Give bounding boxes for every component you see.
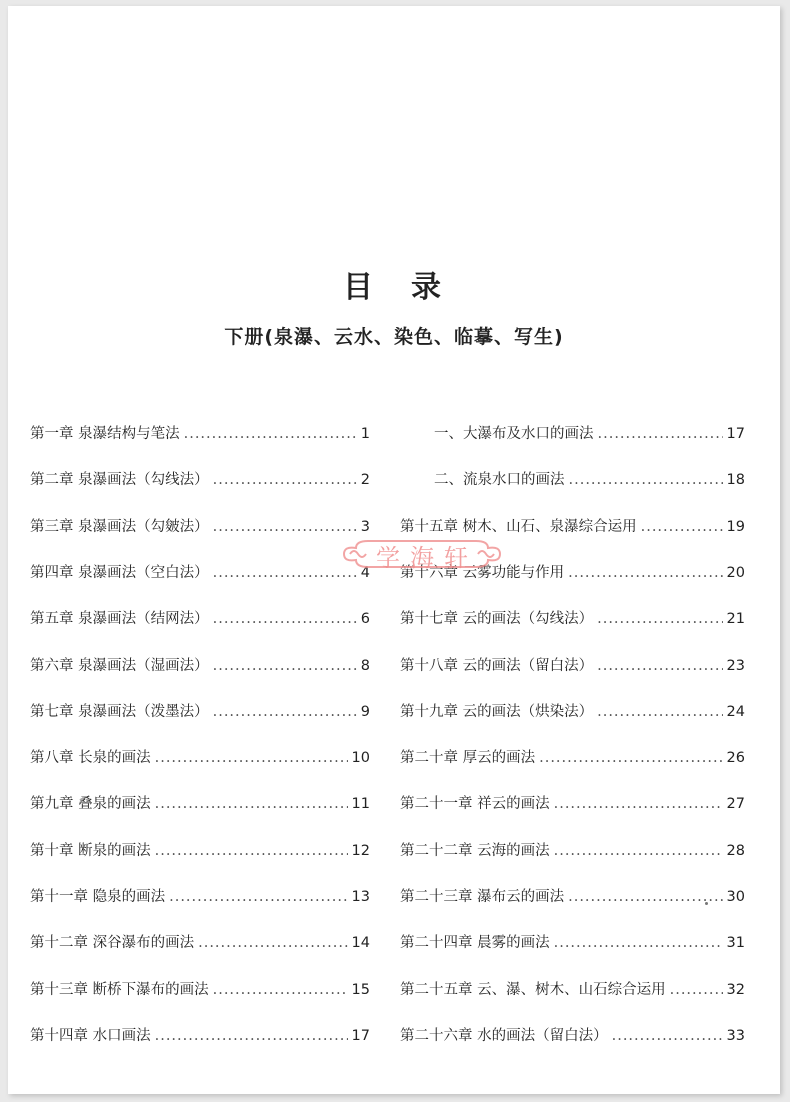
toc-left-entry	[30, 698, 370, 722]
toc-page-number: 4	[360, 564, 370, 581]
toc-right-entry	[400, 790, 745, 814]
toc-left-entry	[30, 883, 370, 907]
document-page	[8, 6, 780, 1094]
toc-entry-title: 第十二章 深谷瀑布的画法	[30, 935, 195, 952]
toc-page-number: 17	[351, 1027, 370, 1044]
toc-entry-title: 第四章 泉瀑画法（空白法）	[30, 564, 209, 581]
toc-leader-dots	[539, 748, 722, 768]
toc-leader-dots	[554, 933, 723, 953]
toc-page-number: 32	[726, 981, 745, 998]
toc-leader-dots	[568, 887, 722, 907]
toc-entry-title: 第二十三章 瀑布云的画法	[400, 889, 565, 905]
print-speck	[705, 902, 708, 905]
toc-entry-title: 第十八章 云的画法（留白法）	[400, 657, 594, 674]
toc-page-number: 8	[360, 657, 370, 674]
toc-entry-title: 第三章 泉瀑画法（勾皴法）	[30, 518, 209, 535]
toc-page-number: 2	[360, 472, 370, 489]
toc-leader-dots	[612, 1026, 723, 1046]
toc-leader-dots	[554, 794, 723, 814]
toc-entry-title: 第十七章 云的画法（勾线法）	[400, 611, 594, 628]
page-title: 目 录	[343, 270, 445, 305]
toc-left-entry	[30, 513, 370, 537]
toc-page-number: 15	[351, 981, 370, 998]
toc-leader-dots	[670, 980, 723, 1000]
toc-entry-title: 第二十二章 云海的画法	[400, 842, 550, 859]
toc-entry-title: 第十五章 树木、山石、泉瀑综合运用	[400, 518, 637, 535]
toc-page-number: 20	[726, 564, 745, 581]
page-subtitle: 下册(泉瀑、云水、染色、临摹、写生)	[224, 326, 564, 348]
toc-right-entry	[400, 698, 745, 722]
toc-left-entry	[30, 605, 370, 629]
toc-page-number: 10	[351, 750, 370, 767]
toc-left-entry	[30, 929, 370, 953]
watermark-text: 学海轩	[376, 544, 478, 572]
toc-right-entry	[400, 837, 745, 861]
toc-entry-title: 第二十一章 祥云的画法	[400, 796, 550, 813]
toc-right-entry	[400, 976, 745, 1000]
toc-leader-dots	[213, 470, 357, 490]
toc-right-entry	[400, 513, 745, 537]
toc-entry-title: 第二十章 厚云的画法	[400, 750, 536, 767]
toc-leader-dots	[198, 933, 347, 953]
toc-page-number: 28	[726, 842, 745, 859]
toc-entry-title: 第五章 泉瀑画法（结网法）	[30, 611, 209, 628]
toc-leader-dots	[554, 841, 723, 861]
toc-right-entry	[400, 744, 745, 768]
toc-page-number: 3	[360, 518, 370, 535]
toc-entry-title: 第六章 泉瀑画法（湿画法）	[30, 657, 209, 674]
toc-leader-dots	[155, 1026, 348, 1046]
toc-left-entry	[30, 790, 370, 814]
toc-leader-dots	[597, 702, 722, 722]
toc-leader-dots	[213, 517, 357, 537]
toc-entry-title: 第九章 叠泉的画法	[30, 796, 151, 813]
toc-entry-title: 第十一章 隐泉的画法	[30, 889, 166, 905]
toc-leader-dots	[155, 841, 348, 861]
toc-page-number: 1	[360, 426, 370, 442]
toc-page-number: 26	[726, 750, 745, 767]
toc-entry-title: 第十九章 云的画法（烘染法）	[400, 703, 594, 720]
toc-entry-title: 第十三章 断桥下瀑布的画法	[30, 981, 209, 998]
toc-left-entry	[30, 837, 370, 861]
toc-entry-title: 第八章 长泉的画法	[30, 750, 151, 767]
toc-right-entry	[400, 605, 745, 629]
toc-page-number: 33	[726, 1027, 745, 1044]
toc-leader-dots	[155, 794, 348, 814]
toc-right-entry	[400, 883, 745, 907]
toc-leader-dots	[569, 470, 723, 490]
toc-leader-dots	[213, 702, 357, 722]
toc-entry-title: 二、流泉水口的画法	[434, 472, 565, 489]
toc-leader-dots	[597, 656, 722, 676]
toc-page-number: 23	[726, 657, 745, 674]
toc-entry-title: 第二十四章 晨雾的画法	[400, 935, 550, 952]
toc-left-entry	[30, 466, 370, 490]
toc-left-entry	[30, 1022, 370, 1046]
toc-leader-dots	[597, 609, 722, 629]
toc-leader-dots	[184, 424, 357, 444]
toc-page-number: 27	[726, 796, 745, 813]
toc-page-number: 12	[351, 842, 370, 859]
toc-entry-title: 第二章 泉瀑画法（勾线法）	[30, 472, 209, 489]
toc-leader-dots	[568, 563, 722, 583]
toc-leader-dots	[155, 748, 348, 768]
toc-right-entry	[400, 420, 745, 444]
toc-leader-dots	[213, 656, 357, 676]
toc-leader-dots	[598, 424, 723, 444]
toc-leader-dots	[641, 517, 723, 537]
toc-entry-title: 第十章 断泉的画法	[30, 842, 151, 859]
toc-leader-dots	[213, 609, 357, 629]
toc-page-number: 24	[726, 703, 745, 720]
toc-page-number: 19	[726, 518, 745, 535]
toc-entry-title: 第十四章 水口画法	[30, 1027, 151, 1044]
toc-right-entry	[400, 466, 745, 490]
toc-entry-title: 一、大瀑布及水口的画法	[434, 426, 594, 442]
toc-entry-title: 第一章 泉瀑结构与笔法	[30, 426, 180, 442]
toc-page-number: 9	[360, 703, 370, 720]
toc-entry-title: 第十六章 云雾功能与作用	[400, 564, 565, 581]
toc-page-number: 18	[726, 472, 745, 489]
watermark-stamp	[338, 536, 506, 572]
toc-page-number: 13	[351, 889, 370, 905]
toc-page-number: 6	[360, 611, 370, 628]
toc-page-number: 21	[726, 611, 745, 628]
toc-entry-title: 第二十五章 云、瀑、树木、山石综合运用	[400, 981, 666, 998]
toc-page-number: 30	[726, 889, 745, 905]
toc-entry-title: 第七章 泉瀑画法（泼墨法）	[30, 703, 209, 720]
toc-right-entry	[400, 652, 745, 676]
toc-page-number: 17	[726, 426, 745, 442]
toc-leader-dots	[213, 980, 348, 1000]
toc-entry-title: 第二十六章 水的画法（留白法）	[400, 1027, 608, 1044]
toc-left-entry	[30, 420, 370, 444]
toc-left-entry	[30, 976, 370, 1000]
toc-page-number: 31	[726, 935, 745, 952]
toc-page-number: 14	[351, 935, 370, 952]
toc-left-entry	[30, 652, 370, 676]
toc-right-entry	[400, 929, 745, 953]
toc-leader-dots	[169, 887, 347, 907]
toc-right-entry	[400, 1022, 745, 1046]
toc-left-entry	[30, 559, 370, 583]
toc-leader-dots	[213, 563, 357, 583]
toc-left-entry	[30, 744, 370, 768]
toc-page-number: 11	[351, 796, 370, 813]
